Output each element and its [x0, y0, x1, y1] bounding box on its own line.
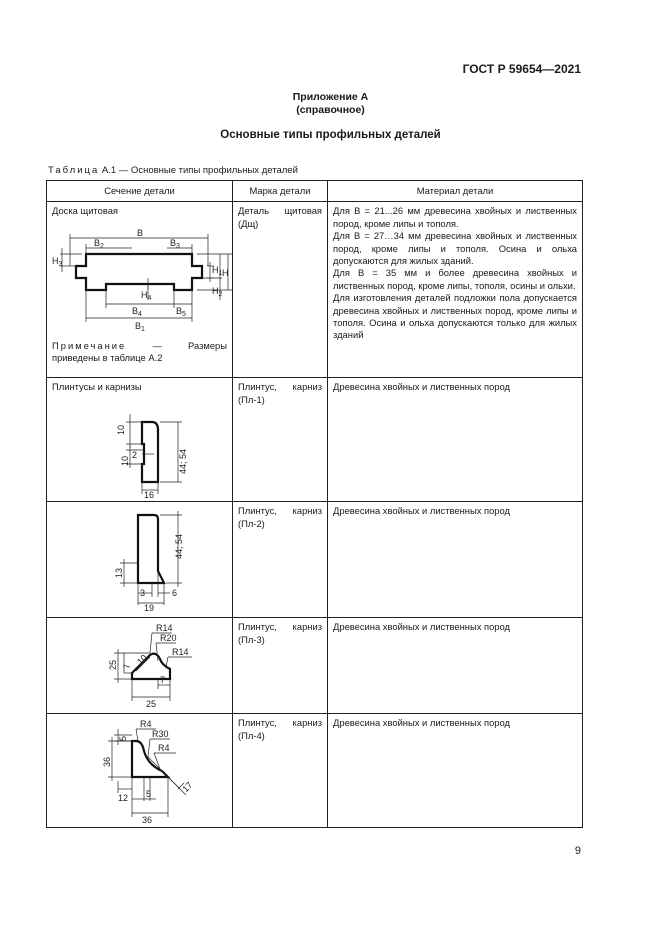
table-row: [47, 502, 583, 618]
mark-cell: Плинтус, карниз (Пл-4): [233, 714, 328, 828]
mark-cell: Деталь щитовая (Дщ): [233, 202, 328, 378]
material-text: Для В = 21...26 мм древесина хвойных и лиственных пород, кроме липы и тополя.: [333, 205, 577, 229]
material-text: Для изготовления деталей подложки пола допускается древесина хвойных и лиственных пород, кроме липы и тополя. Осина и ольха допускаются только для жилых зданий: [333, 292, 577, 341]
dim-16: 16: [144, 489, 155, 500]
dim-19: 19: [144, 603, 155, 614]
plinth-pl2-drawing: [52, 505, 228, 614]
header-material: Материал детали: [328, 181, 583, 202]
dim-h3: $Н_3$: [52, 255, 63, 268]
dim-h1: $Н_1$: [212, 264, 223, 277]
dim-36-left: 36: [102, 757, 112, 768]
table-row: [47, 202, 583, 378]
material-text: Древесина хвойных и лиственных пород: [333, 505, 510, 517]
dim-7-bottom: 7: [160, 675, 166, 686]
section-cell: [47, 378, 233, 502]
radius-r4-bottom: R4: [158, 743, 170, 754]
dim-b3: $В_3$: [170, 237, 180, 250]
dim-10-mid: 10: [120, 455, 130, 466]
dim-3: 3: [140, 588, 146, 599]
dim-10: 10: [134, 652, 150, 668]
note-label: Примечание: [52, 339, 127, 351]
dim-b: В: [137, 227, 144, 238]
table-row: [47, 714, 583, 828]
dim-h4: $Н_4$: [141, 289, 152, 302]
standard-number: ГОСТ Р 59654—2021: [462, 62, 581, 76]
material-cell: [328, 714, 583, 828]
mark-cell: Плинтус, карниз (Пл-2): [233, 502, 328, 618]
plinth-pl3-drawing: [52, 621, 228, 710]
mark-cell: Плинтус, карниз (Пл-1): [233, 378, 328, 502]
dim-12: 12: [118, 793, 129, 804]
section-cell: [47, 618, 233, 714]
radius-r30: R30: [152, 729, 169, 740]
dim-13: 13: [114, 568, 124, 579]
section-cell: [47, 202, 233, 378]
annex-note: (справочное): [296, 104, 365, 116]
panel-note: [52, 340, 227, 365]
dim-2: 2: [132, 449, 138, 460]
dim-17: 17: [180, 780, 195, 795]
table-row: [47, 378, 583, 502]
dim-b2: $В_2$: [94, 237, 104, 250]
header-mark: Марка детали: [233, 181, 328, 202]
material-cell: [328, 378, 583, 502]
radius-r14-bottom: R14: [172, 647, 189, 658]
section-cell: [47, 502, 233, 618]
annex-title: Приложение А: [292, 91, 369, 103]
annex-heading: [0, 91, 661, 117]
mark-cell: Плинтус, карниз (Пл-3): [233, 618, 328, 714]
dim-6: 6: [172, 588, 178, 599]
caption-label: Таблица: [48, 165, 100, 176]
material-text: Для В = 27…34 мм древесина хвойных и лиственных пород, кроме липы и тополя. Осина и ольха допускаются для жилых зданий.: [333, 230, 577, 267]
panel-board-drawing: [52, 218, 228, 336]
dim-b5: $В_5$: [176, 305, 186, 318]
plinth-pl4-drawing: [52, 717, 228, 826]
dim-b4: $В_4$: [132, 305, 142, 318]
radius-r4-top: R4: [140, 719, 152, 730]
page-number: 9: [574, 845, 581, 857]
dim-b1: $В_1$: [135, 320, 145, 333]
section-title: Основные типы профильных деталей: [220, 129, 441, 141]
material-cell: [328, 618, 583, 714]
profile-types-table: [46, 180, 583, 828]
dim-7-left: 7: [122, 664, 132, 670]
dim-5-bottom: 5: [146, 789, 152, 800]
section-cell: [47, 714, 233, 828]
radius-r20: R20: [160, 633, 177, 644]
plinth-pl1-drawing: [52, 394, 228, 498]
dim-10-top: 10: [116, 424, 126, 435]
table-header-row: [47, 181, 583, 202]
dim-5-left: 5: [118, 736, 128, 742]
material-text: Для В = 35 мм и более древесина хвойных и лиственных пород, кроме липы, тополя, осины и ольхи.: [333, 267, 577, 291]
dim-25-bottom: 25: [146, 699, 157, 710]
section-name: Плинтусы и карнизы: [52, 381, 142, 393]
material-text: Древесина хвойных и лиственных пород: [333, 717, 510, 729]
dim-36-bottom: 36: [142, 815, 153, 826]
material-cell: [328, 202, 583, 378]
section-name: Доска щитовая: [52, 205, 119, 217]
material-text: Древесина хвойных и лиственных пород: [333, 381, 510, 393]
dim-44-54: 44; 54: [174, 534, 184, 560]
table-caption: [48, 165, 298, 176]
material-cell: [328, 502, 583, 618]
dim-h2: $Н_2$: [212, 285, 223, 298]
header-section: Сечение детали: [47, 181, 233, 202]
dim-25-left: 25: [108, 660, 118, 671]
dim-44-54: 44; 54: [178, 448, 188, 474]
radius-r14-top: R14: [156, 623, 173, 634]
material-text: Древесина хвойных и лиственных пород: [333, 621, 510, 633]
note-text: — Размеры приведены в таблице А.2: [52, 339, 227, 364]
table-row: [47, 618, 583, 714]
caption-text: А.1 — Основные типы профильных деталей: [99, 165, 298, 176]
dim-h: Н: [222, 267, 229, 278]
